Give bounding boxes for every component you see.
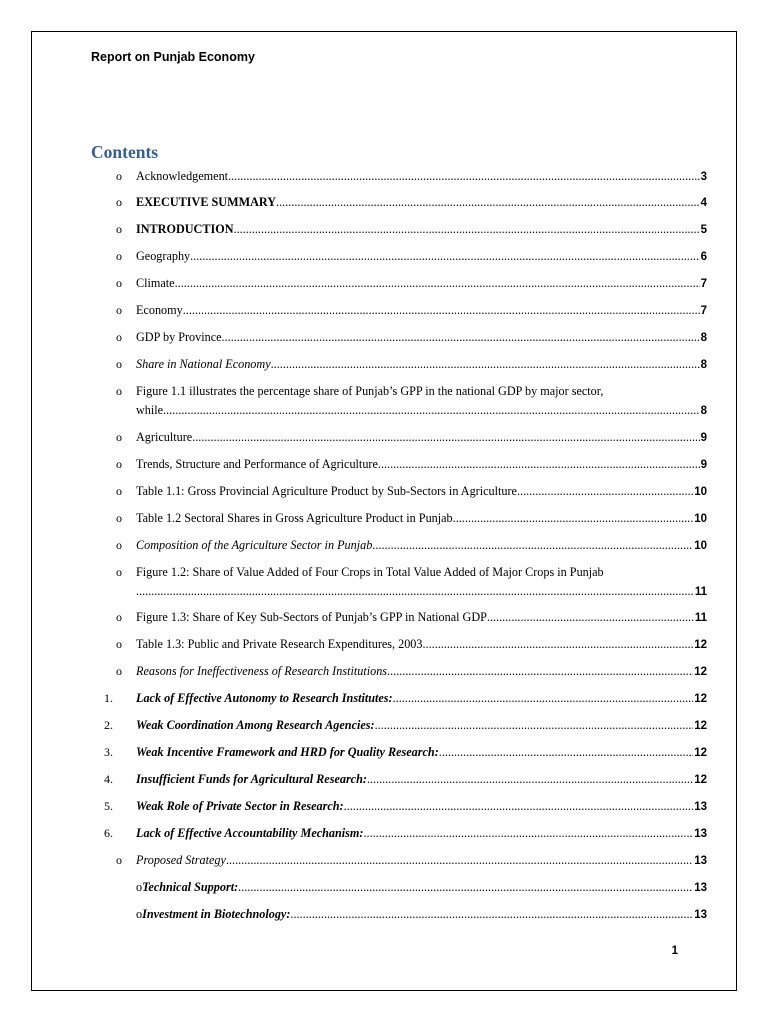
toc-page-number: 12	[694, 639, 707, 651]
toc-bullet: o	[136, 880, 143, 894]
toc-entry-title: Figure 1.3: Share of Key Sub-Sectors of Punjab’s GPP in National GDP	[136, 610, 487, 624]
toc-bullet: o	[116, 565, 122, 579]
toc-entry-title: INTRODUCTION	[136, 222, 234, 236]
toc-entry-title: GDP by Province	[136, 330, 222, 344]
toc-leader-dots	[453, 511, 694, 526]
toc-leader-dots	[487, 610, 694, 625]
page-number: 1	[671, 945, 678, 957]
toc-page-number: 7	[700, 278, 707, 290]
toc-page-number: 12	[694, 666, 707, 678]
toc-number: 2.	[104, 718, 113, 732]
toc-entry-title: Trends, Structure and Performance of Agriculture	[136, 457, 378, 471]
toc-page-number: 9	[700, 459, 707, 471]
toc-entry-title: Lack of Effective Accountability Mechanism:	[136, 826, 364, 840]
toc-number: 5.	[104, 799, 113, 813]
toc-leader-dots	[234, 222, 700, 237]
toc-page-number: 13	[694, 828, 707, 840]
toc-bullet: o	[116, 276, 122, 290]
toc-number: 4.	[104, 772, 113, 786]
toc-page-number: 13	[694, 909, 707, 921]
page-header: Report on Punjab Economy	[91, 50, 255, 64]
toc-entry-title: Agriculture	[136, 430, 193, 444]
toc-bullet: o	[116, 222, 122, 236]
toc-bullet: o	[116, 853, 122, 867]
toc-page-number: 8	[700, 359, 707, 371]
toc-leader-dots	[238, 880, 693, 895]
toc-bullet: o	[116, 330, 122, 344]
toc-bullet: o	[136, 907, 143, 921]
toc-page-number: 4	[700, 197, 707, 209]
toc-entry-title: Share in National Economy	[136, 357, 271, 371]
toc-entry-title: Acknowledgement	[136, 169, 229, 183]
toc-bullet: o	[116, 538, 122, 552]
toc-bullet: o	[116, 637, 122, 651]
toc-bullet: o	[116, 249, 122, 263]
contents-heading: Contents	[91, 142, 159, 162]
toc-page-number: 11	[694, 612, 707, 624]
toc-entry-title: Technical Support:	[142, 880, 239, 894]
toc-entry-title: Economy	[136, 303, 183, 317]
toc-page-number: 10	[694, 513, 707, 525]
toc-bullet: o	[116, 303, 122, 317]
toc-leader-dots	[387, 664, 693, 679]
toc-leader-dots	[367, 772, 693, 787]
toc-entry-title: Table 1.2 Sectoral Shares in Gross Agriculture Product in Punjab	[136, 511, 453, 525]
toc-page-number: 12	[694, 720, 707, 732]
toc-leader-dots	[363, 826, 693, 841]
toc-leader-dots	[393, 691, 694, 706]
toc-page-number: 10	[694, 540, 707, 552]
toc-page-number: 6	[700, 251, 707, 263]
toc-page-number: 10	[694, 486, 707, 498]
toc-entry-title: Weak Incentive Framework and HRD for Quality Research:	[136, 745, 439, 759]
toc-entry-continuation: while	[136, 403, 164, 417]
toc-entry-title: Proposed Strategy	[136, 853, 226, 867]
toc-leader-dots	[517, 484, 693, 499]
toc-leader-dots	[439, 745, 693, 760]
toc-leader-dots	[378, 457, 700, 472]
toc-number: 1.	[104, 691, 113, 705]
toc-entry-title: Composition of the Agriculture Sector in Punjab	[136, 538, 373, 552]
toc-leader-dots	[271, 357, 700, 372]
toc-bullet: o	[116, 384, 122, 398]
toc-page-number: 8	[700, 332, 707, 344]
toc-bullet: o	[116, 511, 122, 525]
toc-leader-dots	[136, 584, 694, 599]
toc-page-number: 11	[694, 586, 707, 598]
toc-entry-title: Figure 1.1 illustrates the percentage share of Punjab’s GPP in the national GDP by major sector,	[136, 384, 604, 398]
toc-bullet: o	[116, 357, 122, 371]
toc-entry-title: Table 1.3: Public and Private Research Expenditures, 2003	[136, 637, 423, 651]
toc-leader-dots	[175, 276, 700, 291]
toc-page-number: 8	[700, 405, 707, 417]
toc-page-number: 13	[694, 801, 707, 813]
toc-leader-dots	[183, 303, 700, 318]
toc-number: 6.	[104, 826, 113, 840]
toc-page-number: 3	[700, 171, 707, 183]
toc-leader-dots	[375, 718, 694, 733]
toc-leader-dots	[344, 799, 694, 814]
toc-leader-dots	[276, 195, 700, 210]
toc-entry-title: Geography	[136, 249, 191, 263]
toc-entry-title: Weak Role of Private Sector in Research:	[136, 799, 344, 813]
toc-leader-dots	[192, 430, 699, 445]
toc-leader-dots	[423, 637, 694, 652]
toc-page-number: 13	[694, 882, 707, 894]
toc-page-number: 9	[700, 432, 707, 444]
toc-leader-dots	[190, 249, 699, 264]
toc-bullet: o	[116, 457, 122, 471]
toc-bullet: o	[116, 169, 122, 183]
toc-page-number: 7	[700, 305, 707, 317]
toc-entry-title: Insufficient Funds for Agricultural Research:	[136, 772, 367, 786]
toc-entry-title: Table 1.1: Gross Provincial Agriculture Product by Sub-Sectors in Agriculture	[136, 484, 517, 498]
toc-leader-dots	[222, 330, 700, 345]
toc-leader-dots	[372, 538, 693, 553]
toc-entry-title: Figure 1.2: Share of Value Added of Four Crops in Total Value Added of Major Crops in Punjab	[136, 565, 604, 579]
toc-leader-dots	[226, 853, 693, 868]
toc-entry-title: Reasons for Ineffectiveness of Research Institutions	[136, 664, 388, 678]
toc-page-number: 12	[694, 747, 707, 759]
toc-page-number: 5	[700, 224, 707, 236]
toc-bullet: o	[116, 610, 122, 624]
toc-entry-title: Weak Coordination Among Research Agencies:	[136, 718, 375, 732]
toc-bullet: o	[116, 195, 122, 209]
toc-page-number: 12	[694, 774, 707, 786]
toc-leader-dots	[290, 907, 693, 922]
document-page	[31, 31, 737, 991]
toc-entry-title: EXECUTIVE SUMMARY	[136, 195, 277, 209]
toc-leader-dots	[228, 169, 700, 184]
toc-entry-title: Investment in Biotechnology:	[142, 907, 291, 921]
toc-entry-title: Lack of Effective Autonomy to Research Institutes:	[136, 691, 393, 705]
toc-number: 3.	[104, 745, 113, 759]
toc-bullet: o	[116, 484, 122, 498]
toc-bullet: o	[116, 664, 122, 678]
toc-bullet: o	[116, 430, 122, 444]
toc-leader-dots	[163, 403, 700, 418]
toc-entry-title: Climate	[136, 276, 175, 290]
toc-page-number: 12	[694, 693, 707, 705]
toc-page-number: 13	[694, 855, 707, 867]
